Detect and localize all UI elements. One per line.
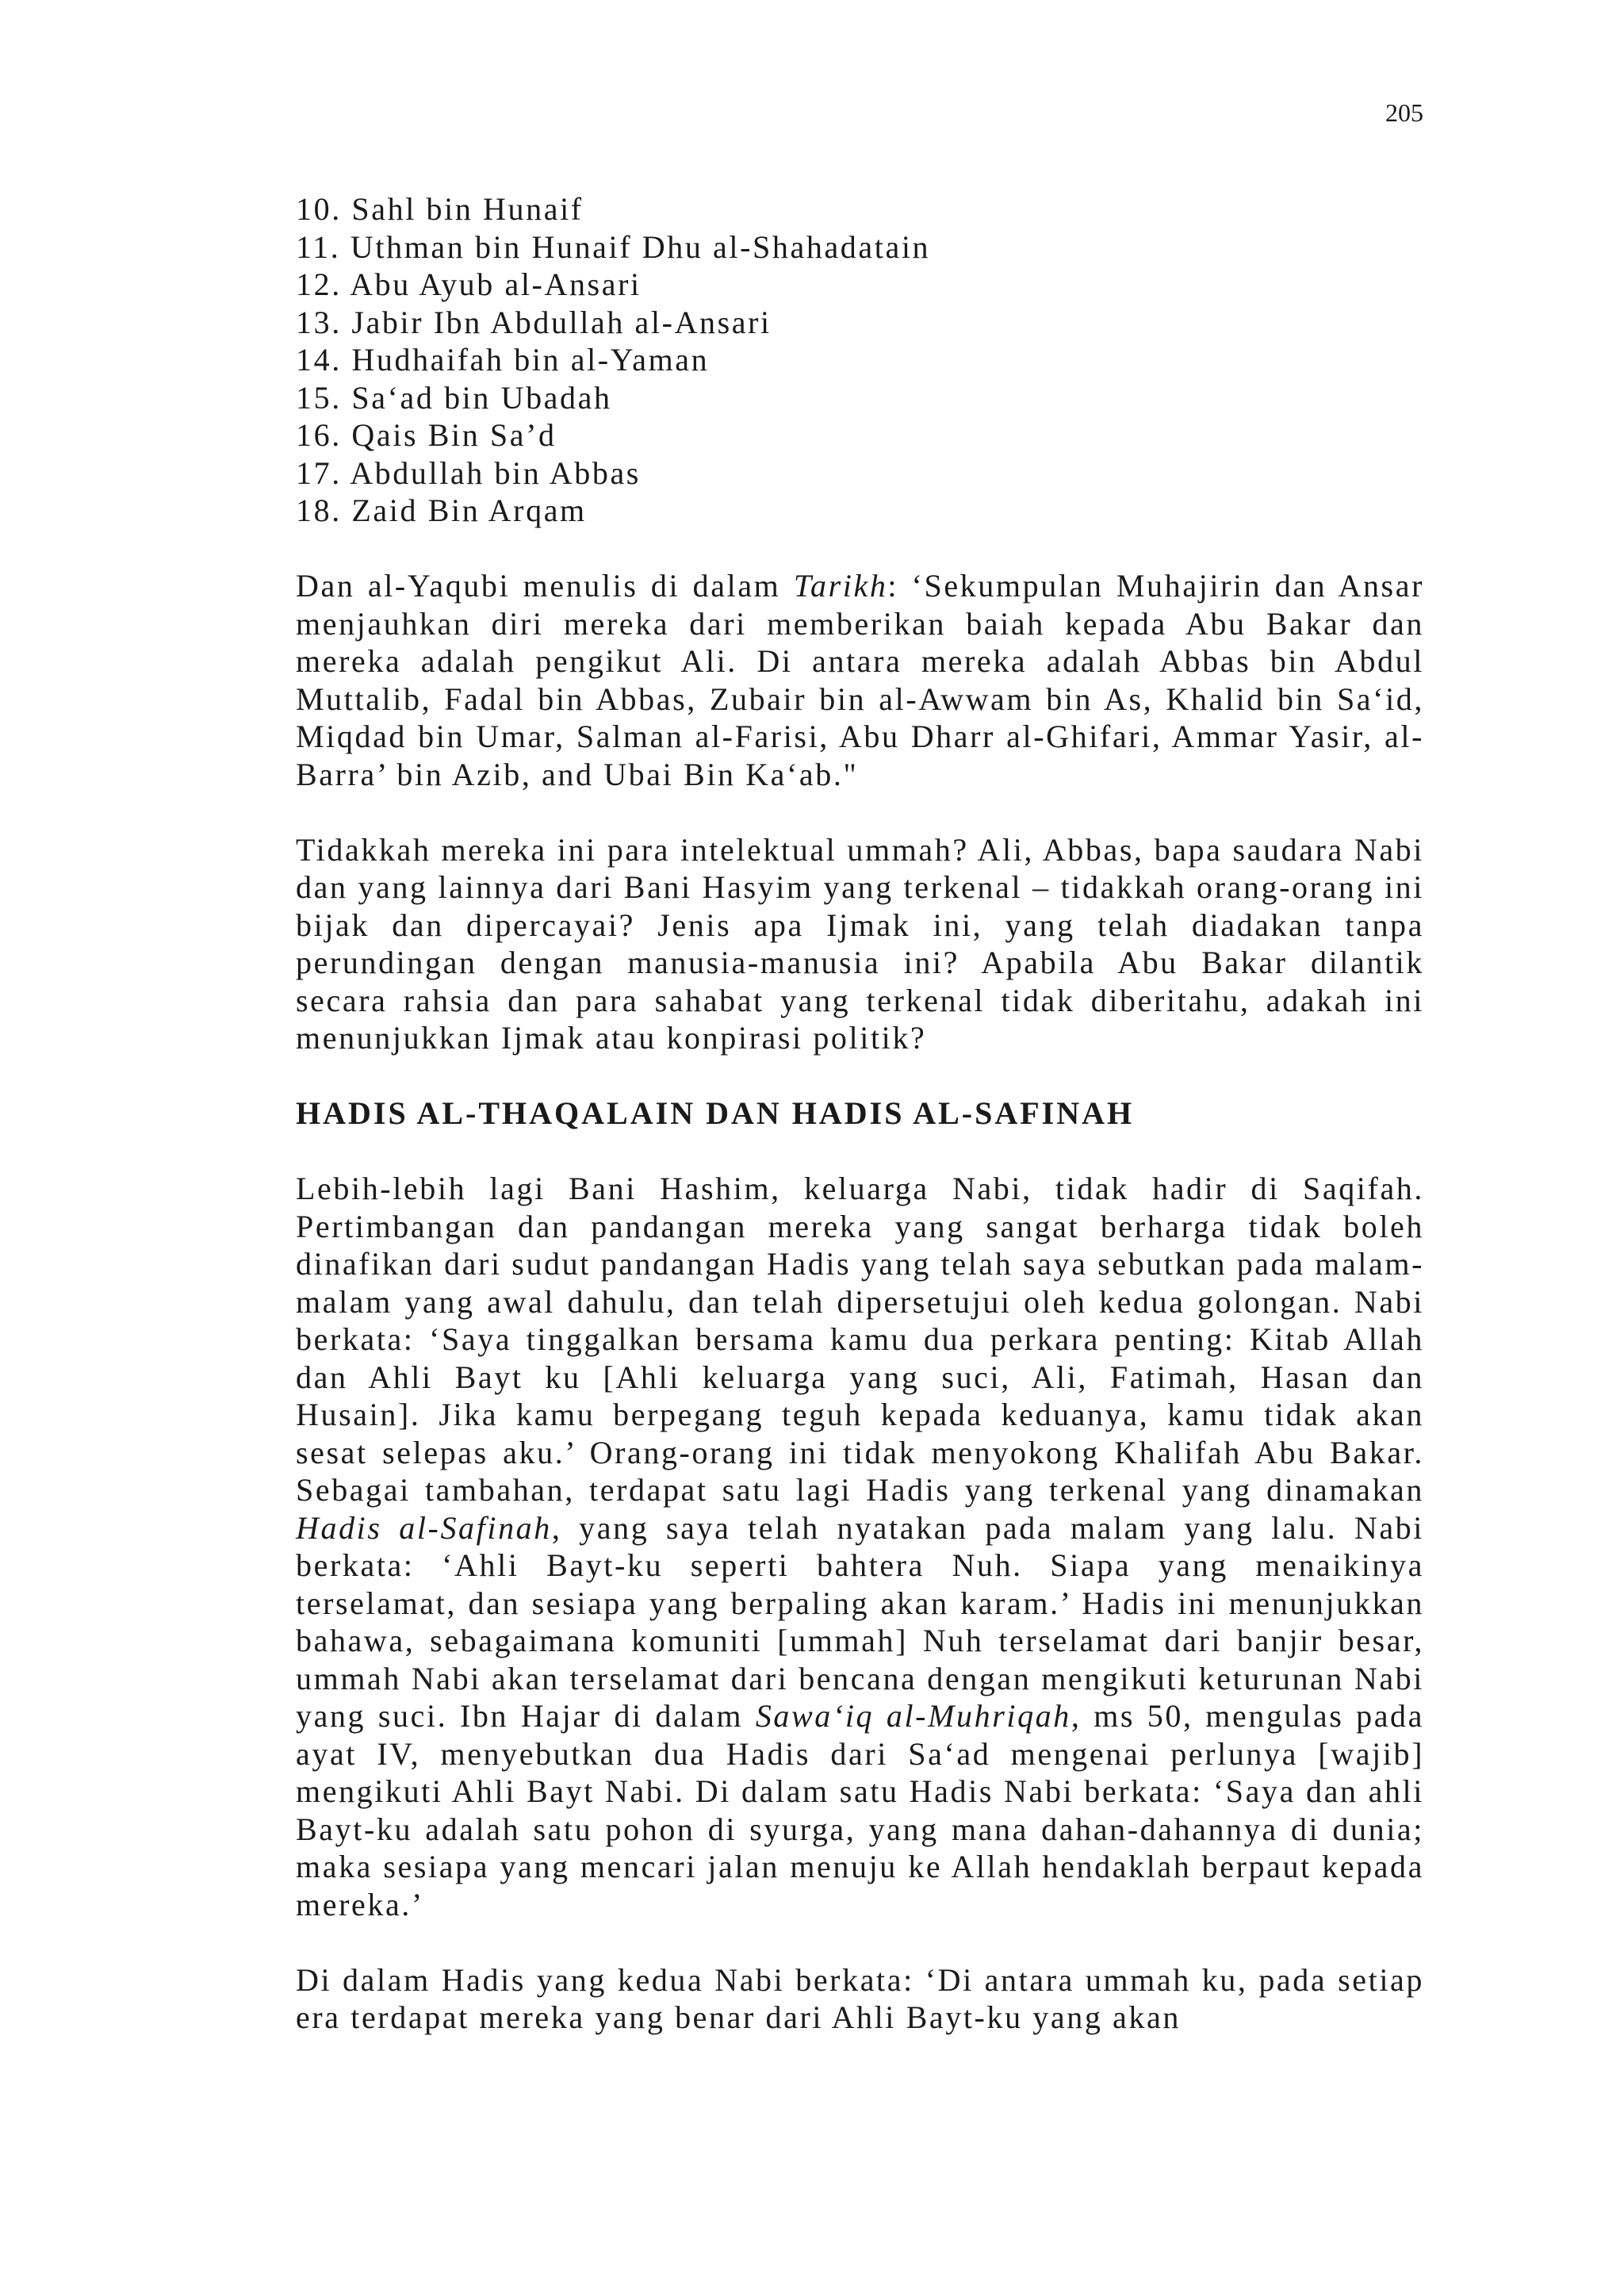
paragraph-gap	[296, 793, 1424, 831]
list-item: 11. Uthman bin Hunaif Dhu al-Shahadatain	[296, 228, 931, 265]
italic-title: Sawa‘iq al-Muhriqah	[755, 1698, 1071, 1734]
paragraph-gap	[296, 1133, 1424, 1171]
list-item: 10. Sahl bin Hunaif	[296, 191, 584, 227]
list-item: 18. Zaid Bin Arqam	[296, 493, 587, 528]
paragraph-thaqalain	[296, 1170, 1424, 1923]
text-run: , yang saya telah nyatakan pada malam yang lalu. Nabi berkata: ‘Ahli Bayt-ku seperti bahtera Nuh. Siapa yang menaikinya terselamat, dan sesiapa yang berpaling akan karam.’ Hadis ini menunjukkan bahawa, sebagaimana komuniti [ummah] Nuh terselamat dari banjir besar, ummah Nabi akan terselamat dari bencana dengan mengikuti keturunan Nabi yang suci. Ibn Hajar di dalam	[296, 1509, 1424, 1734]
text-run: Lebih-lebih lagi Bani Hashim, keluarga Nabi, tidak hadir di Saqifah. Pertimbangan dan pandangan mereka yang sangat berharga tidak boleh dinafikan dari sudut pandangan Hadis yang telah saya sebutkan pada malam-malam yang awal dahulu, dan telah dipersetujui oleh kedua golongan. Nabi berkata: ‘Saya tinggalkan bersama kamu dua perkara penting: Kitab Allah dan Ahli Bayt ku [Ahli keluarga yang suci, Ali, Fatimah, Hasan dan Husain]. Jika kamu berpegang teguh kepada keduanya, kamu tidak akan sesat selepas aku.’ Orang-orang ini tidak menyokong Khalifah Abu Bakar. Sebagai tambahan, terdapat satu lagi Hadis yang terkenal yang dinamakan	[296, 1171, 1424, 1508]
paragraph-gap	[296, 1057, 1424, 1095]
companion-list	[296, 190, 1424, 530]
section-heading: HADIS AL-THAQALAIN DAN HADIS AL-SAFINAH	[296, 1095, 1135, 1131]
paragraph-intellectuals: Tidakkah mereka ini para intelektual ummah? Ali, Abbas, bapa saudara Nabi dan yang lainnya dari Bani Hasyim yang terkenal – tidakkah orang-orang ini bijak dan dipercayai? Jenis apa Ijmak ini, yang telah diadakan tanpa perundingan dengan manusia-manusia ini? Apabila Abu Bakar dilantik secara rahsia dan para sahabat yang terkenal tidak diberitahu, adakah ini menunjukkan Ijmak atau konpirasi politik?	[296, 831, 1424, 1056]
paragraph-gap	[296, 530, 1424, 568]
text-run: , ms 50, mengulas pada ayat IV, menyebutkan dua Hadis dari Sa‘ad mengenai perlunya [wajib] mengikuti Ahli Bayt Nabi. Di dalam satu Hadis Nabi berkata: ‘Saya dan ahli Bayt-ku adalah satu pohon di syurga, yang mana dahan-dahannya di dunia; maka sesiapa yang mencari jalan menuju ke Allah hendaklah berpaut kepada mereka.’	[296, 1698, 1424, 1922]
italic-title: Hadis al-Safinah	[296, 1509, 552, 1546]
list-item: 16. Qais Bin Sa’d	[296, 417, 557, 453]
paragraph-gap	[296, 1923, 1424, 1961]
text-run: : ‘Sekumpulan Muhajirin dan Ansar menjauhkan diri mereka dari memberikan baiah kepada Abu Bakar dan mereka adalah pengikut Ali. Di antara mereka adalah Abbas bin Abdul Muttalib, Fadal bin Abbas, Zubair bin al-Awwam bin As, Khalid bin Sa‘id, Miqdad bin Umar, Salman al-Farisi, Abu Dharr al-Ghifari, Ammar Yasir, al-Barra’ bin Azib, and Ubai Bin Ka‘ab."	[296, 568, 1424, 792]
list-item: 15. Sa‘ad bin Ubadah	[296, 379, 612, 416]
paragraph-second-hadith: Di dalam Hadis yang kedua Nabi berkata: ‘Di antara ummah ku, pada setiap era terdapat mereka yang benar dari Ahli Bayt-ku yang akan	[296, 1961, 1424, 2035]
list-item: 14. Hudhaifah bin al-Yaman	[296, 342, 710, 378]
list-item: 17. Abdullah bin Abbas	[296, 454, 641, 491]
italic-title: Tarikh	[793, 568, 888, 604]
page-body	[296, 190, 1424, 2037]
list-item: 12. Abu Ayub al-Ansari	[296, 266, 642, 302]
page-number: 205	[1385, 98, 1423, 127]
text-run: Dan al-Yaqubi menulis di dalam	[296, 568, 794, 604]
list-item: 13. Jabir Ibn Abdullah al-Ansari	[296, 304, 772, 340]
paragraph-yaqubi	[296, 567, 1424, 793]
